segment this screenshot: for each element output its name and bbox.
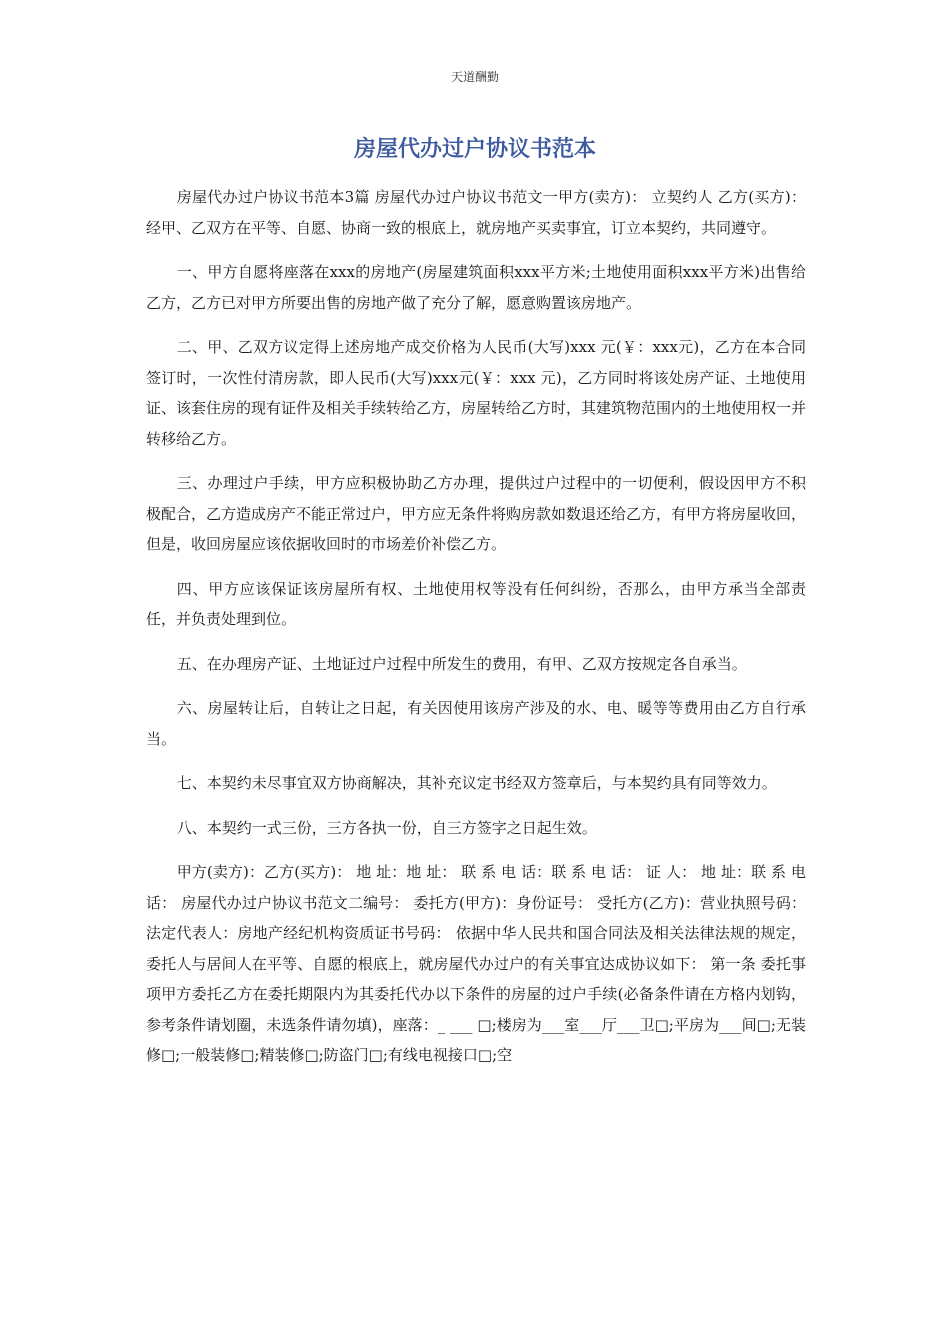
document-title: 房屋代办过户协议书范本: [353, 137, 596, 162]
document-body: [146, 182, 806, 1071]
paragraph-clause-4: 四、甲方应该保证该房屋所有权、土地使用权等没有任何纠纷，否那么，由甲方承当全部责任，并负责处理到位。: [146, 579, 806, 628]
paragraph-clause-7: 七、本契约未尽事宜双方协商解决，其补充议定书经双方签章后，与本契约具有同等效力。: [176, 774, 777, 792]
paragraph-intro: 房屋代办过户协议书范本3篇 房屋代办过户协议书范文一甲方(卖方)： 立契约人 乙方(买方)： 经甲、乙双方在平等、自愿、协商一致的根底上，就房地产买卖事宜，订立本契约，共同遵守。: [146, 188, 806, 237]
paragraph-clause-2: 二、甲、乙双方议定得上述房地产成交价格为人民币(大写)xxx 元(￥：xxx元)，乙方在本合同签订时，一次性付清房款，即人民币(大写)xxx元(￥：xxx 元)，乙方同时将该处房产证、土地使用证、该套住房的现有证件及相关手续转给乙方，房屋转给乙方时，其建筑物范围内的土地使用权一并转移给乙方。: [146, 338, 807, 448]
paragraph-clause-6: 六、房屋转让后，自转让之日起，有关因使用该房产涉及的水、电、暖等等费用由乙方自行承当。: [146, 699, 806, 748]
paragraph-clause-3: 三、办理过户手续，甲方应积极协助乙方办理，提供过户过程中的一切便利，假设因甲方不积极配合，乙方造成房产不能正常过户，甲方应无条件将购房款如数退还给乙方，有甲方将房屋收回，但是，收回房屋应该依据收回时的市场差价补偿乙方。: [146, 474, 807, 553]
paragraph-signatures-and-second-template: 甲方(卖方)：乙方(买方)： 地 址：地 址： 联 系 电 话：联 系 电 话： 证 人： 地 址：联 系 电 话： 房屋代办过户协议书范文二编号： 委托方(甲方)：身份证号： 受托方(乙方)：营业执照号码： 法定代表人：房地产经纪机构资质证书号码： 依据中华人民共和国合同法及相关法律法规的规定，委托人与居间人在平等、自愿的根底上，就房屋代办过户的有关事宜达成协议如下： 第一条 委托事项甲方委托乙方在委托期限内为其委托代办以下条件的房屋的过户手续(必备条件请在方格内划钩，参考条件请划圈，未选条件请勿填)，座落：_ ___ □;楼房为___室___厅___卫□;平房为___间□;无装修□;一般装修□;精装修□;防盗门□;有线电视接口□;空: [146, 863, 806, 1064]
page-header: 天道酬勤: [450, 70, 499, 84]
paragraph-clause-5: 五、在办理房产证、土地证过户过程中所发生的费用，有甲、乙双方按规定各自承当。: [176, 654, 747, 673]
paragraph-clause-8: 八、本契约一式三份，三方各执一份，自三方签字之日起生效。: [176, 818, 597, 837]
paragraph-clause-1: 一、甲方自愿将座落在xxx的房地产(房屋建筑面积xxx平方米;土地使用面积xxx平方米)出售给乙方，乙方已对甲方所要出售的房地产做了充分了解，愿意购置该房地产。: [146, 263, 806, 312]
